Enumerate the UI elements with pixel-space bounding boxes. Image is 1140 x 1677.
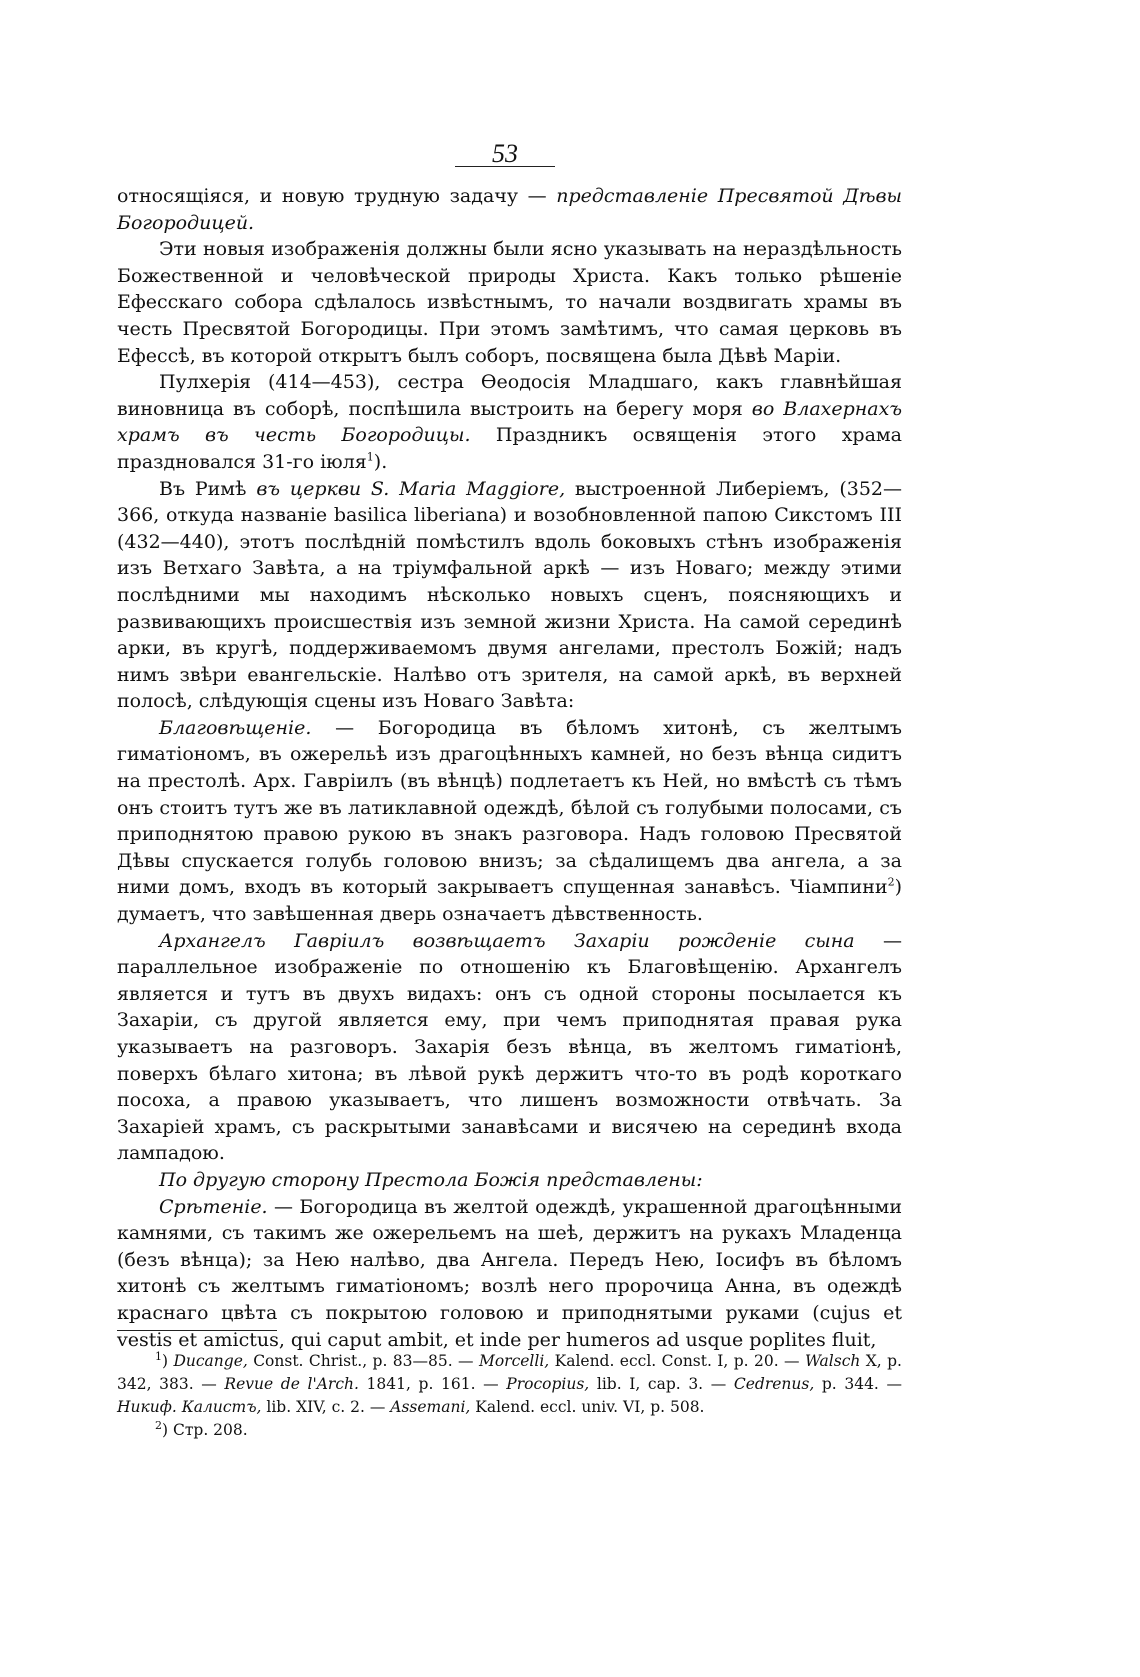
- paragraph-4: [117, 476, 902, 715]
- paragraph-6: [117, 928, 902, 1167]
- text-run: Въ Римѣ: [159, 477, 257, 500]
- italic-text-run: Ducange,: [173, 1352, 248, 1370]
- paragraph-7: [117, 1167, 902, 1194]
- paragraph-1: [117, 183, 902, 236]
- text-run: Праздникъ освященія этого храма праздновался 31-го іюля: [117, 424, 903, 473]
- italic-text-run: Morcelli,: [478, 1352, 550, 1370]
- text-run: X, p. 342, 383. —: [117, 1352, 902, 1393]
- text-run: ) думаетъ, что завѣшенная дверь означаетъ дѣвственность.: [117, 876, 902, 926]
- text-run: ).: [373, 450, 388, 473]
- italic-text-run: Procopius,: [506, 1375, 590, 1393]
- footnote-1: [117, 1350, 902, 1419]
- italic-text-run: во Влахернахъ храмъ въ честь Богородицы.: [117, 397, 903, 447]
- footnote-reference-marker: 1: [366, 450, 374, 464]
- body-text: [117, 183, 902, 1353]
- footnotes: [117, 1350, 902, 1442]
- italic-text-run: Walsch: [804, 1352, 861, 1370]
- footnote-2: [117, 1419, 902, 1442]
- italic-text-run: Срѣтеніе.: [159, 1195, 268, 1218]
- paragraph-5: [117, 715, 902, 928]
- italic-text-run: Cedrenus,: [733, 1375, 815, 1393]
- paragraph-2: [117, 236, 902, 369]
- italic-text-run: представленіе Пресвятой Дѣвы Богородицей.: [117, 185, 903, 234]
- text-run: Const. Christ., p. 83—85. —: [247, 1352, 479, 1370]
- italic-text-run: Никиф. Калистъ,: [117, 1398, 262, 1416]
- italic-text-run: Revue de l'Arch.: [224, 1375, 359, 1393]
- text-run: Эти новыя изображенія должны были ясно указывать на нераздѣльность Божественной и человѣческой природы Христа. Какъ только рѣшеніе Ефесскаго собора сдѣлалось извѣстнымъ, то начали воздвигать храмы въ честь Пресвятой Богородицы. При этомъ замѣтимъ, что самая церковь въ Ефессѣ, въ которой открытъ былъ соборъ, посвящена была Дѣвѣ Маріи.: [117, 238, 902, 367]
- text-run: Пулхерія (414—453), сестра Ѳеодосія Младшаго, какъ главнѣйшая виновница въ соборѣ, поспѣшила выстроить на берегу моря: [117, 371, 902, 420]
- paragraph-3: [117, 369, 902, 475]
- text-run: — параллельное изображеніе по отношенію къ Благовѣщенію. Архангелъ является и тутъ въ двухъ видахъ: онъ съ одной стороны посылается къ Захаріи, съ другой является ему, при чемъ приподнятая правая рука указываетъ на разговоръ. Захарія безъ вѣнца, въ желтомъ гиматіонѣ, поверхъ бѣлаго хитона; въ лѣвой рукѣ держитъ что-то въ родѣ короткаго посоха, а правою указываетъ, что лишенъ возможности отвѣчать. За Захаріей храмъ, съ раскрытыми занавѣсами и висячею на серединѣ входа лампадою.: [117, 929, 902, 1165]
- italic-text-run: По другую сторону Престола Божія представлены:: [159, 1168, 703, 1191]
- text-run: p. 344. —: [814, 1375, 902, 1393]
- italic-text-run: Благовѣщеніе.: [159, 716, 312, 739]
- footnote-number: 2: [155, 1418, 162, 1432]
- italic-text-run: въ церкви S. Maria Maggiore,: [256, 477, 566, 500]
- page-number: 53: [492, 139, 518, 168]
- text-run: Kalend. eccl. Const. I, p. 20. —: [549, 1352, 805, 1370]
- text-run: Kalend. eccl. univ. VI, p. 508.: [470, 1398, 705, 1416]
- page-number-underline: [455, 166, 555, 167]
- italic-text-run: Assemani,: [390, 1398, 471, 1416]
- text-run: выстроенной Либеріемъ, (352—366, откуда названіе basilica liberiana) и возобновленной папою Сикстомъ III (432—440), этотъ послѣдній помѣстилъ вдоль боковыхъ стѣнъ изображенія изъ Ветхаго Завѣта, а на тріумфальной аркѣ — изъ Новаго; между этими послѣдними мы находимъ нѣсколько новыхъ сценъ, поясняющихъ и развивающихъ происшествія изъ земной жизни Христа. На самой серединѣ арки, въ кругѣ, поддерживаемомъ двумя ангелами, престолъ Божій; надъ нимъ звѣри евангельскіе. Налѣво отъ зрителя, на самой аркѣ, въ верхней полосѣ, слѣдующія сцены изъ Новаго Завѣта:: [117, 477, 902, 713]
- text-run: относящіяся, и новую трудную задачу —: [117, 185, 557, 207]
- text-run: — Богородица въ желтой одеждѣ, украшенной драгоцѣнными камнями, съ такимъ же ожерельемъ на шеѣ, держитъ на рукахъ Младенца (безъ вѣнца); за Нею налѣво, два Ангела. Передъ Нею, Іосифъ въ бѣломъ хитонѣ съ желтымъ гиматіономъ; возлѣ него пророчица Анна, въ одеждѣ краснаго цвѣта съ покрытою головою и приподнятыми руками (cujus et vestis et amictus, qui caput ambit, et inde per humeros ad usque poplites fluit,: [117, 1195, 902, 1351]
- text-run: lib. XIV, c. 2. —: [261, 1398, 391, 1416]
- text-run: 1841, p. 161. —: [358, 1375, 507, 1393]
- footnote-reference-marker: 2: [887, 876, 895, 890]
- text-run: ): [162, 1352, 174, 1370]
- footnote-divider: [117, 1330, 277, 1331]
- text-run: ) Стр. 208.: [162, 1421, 248, 1439]
- text-run: — Богородица въ бѣломъ хитонѣ, съ желтымъ гиматіономъ, въ ожерельѣ изъ драгоцѣнныхъ камней, но безъ вѣнца сидитъ на престолѣ. Арх. Гавріилъ (въ вѣнцѣ) подлетаетъ къ Ней, но вмѣстѣ съ тѣмъ онъ стоитъ тутъ же въ латиклавной одеждѣ, бѣлой съ голубыми полосами, съ приподнятою правою рукою въ знакъ разговора. Надъ головою Пресвятой Дѣвы спускается голубь головою внизъ; за сѣдалищемъ два ангела, а за ними домъ, входъ въ который закрываетъ спущенная занавѣсъ. Чіампини: [117, 716, 902, 899]
- italic-text-run: Архангелъ Гавріилъ возвѣщаетъ Захаріи рожденіе сына: [159, 929, 855, 952]
- footnote-number: 1: [155, 1349, 162, 1363]
- text-run: lib. I, cap. 3. —: [589, 1375, 734, 1393]
